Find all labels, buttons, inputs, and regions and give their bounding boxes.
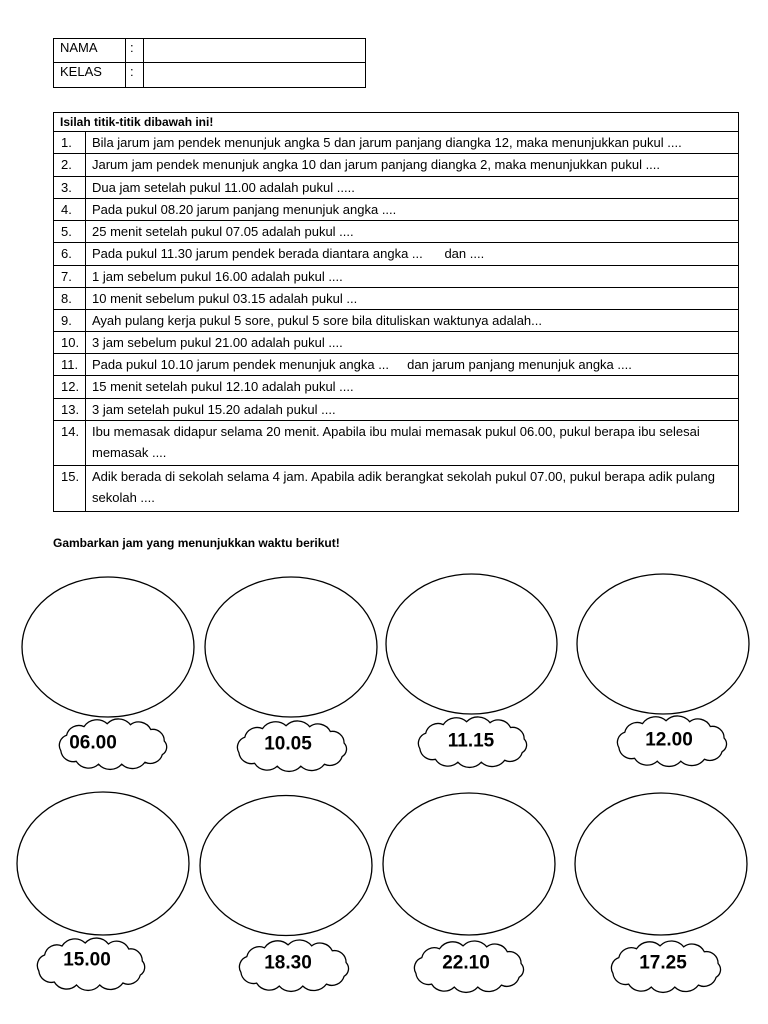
question-text-line: Pada pukul 11.30 jarum pendek berada diantara angka ... dan .... bbox=[92, 246, 485, 261]
question-number: 3. bbox=[54, 177, 86, 198]
question-text bbox=[86, 310, 738, 331]
question-row-2 bbox=[54, 153, 738, 176]
name-answer-cell bbox=[144, 39, 365, 62]
time-label-7: 22.10 bbox=[442, 952, 490, 974]
question-text-line: 1 jam sebelum pukul 16.00 adalah pukul .... bbox=[92, 269, 343, 284]
clock-face-2 bbox=[205, 577, 377, 717]
name-row bbox=[54, 39, 365, 62]
question-row-7 bbox=[54, 265, 738, 287]
question-number: 9. bbox=[54, 310, 86, 331]
class-answer-cell bbox=[144, 63, 365, 87]
question-row-13 bbox=[54, 398, 738, 420]
question-text bbox=[86, 177, 738, 198]
question-number: 11. bbox=[54, 354, 86, 375]
question-number: 5. bbox=[54, 221, 86, 242]
question-text bbox=[86, 399, 738, 420]
question-number: 1. bbox=[54, 132, 86, 153]
question-text bbox=[86, 154, 738, 176]
questions-instruction: Isilah titik-titik dibawah ini! bbox=[60, 115, 214, 129]
question-text-line: Pada pukul 10.10 jarum pendek menunjuk angka ... dan jarum panjang menunjuk angka .... bbox=[92, 357, 632, 372]
questions-table bbox=[53, 112, 739, 512]
question-number: 4. bbox=[54, 199, 86, 220]
time-label-5: 15.00 bbox=[63, 949, 111, 971]
question-text-line: 3 jam setelah pukul 15.20 adalah pukul .... bbox=[92, 402, 336, 417]
question-row-14 bbox=[54, 420, 738, 465]
question-number: 8. bbox=[54, 288, 86, 309]
question-text bbox=[86, 199, 738, 220]
question-number: 14. bbox=[54, 421, 86, 465]
clock-face-6 bbox=[200, 796, 372, 936]
clock-drawing-area bbox=[0, 560, 768, 1010]
question-text-line: Dua jam setelah pukul 11.00 adalah pukul ..... bbox=[92, 180, 355, 195]
question-number: 7. bbox=[54, 266, 86, 287]
time-label-6: 18.30 bbox=[264, 952, 312, 974]
time-label-3: 11.15 bbox=[447, 730, 495, 752]
question-number: 12. bbox=[54, 376, 86, 398]
question-text bbox=[86, 376, 738, 398]
question-text-line: Ayah pulang kerja pukul 5 sore, pukul 5 sore bila dituliskan waktunya adalah... bbox=[92, 313, 542, 328]
question-number: 2. bbox=[54, 154, 86, 176]
question-text bbox=[86, 132, 738, 153]
name-colon: : bbox=[126, 39, 144, 62]
question-text bbox=[86, 243, 738, 265]
question-text bbox=[86, 421, 738, 465]
question-text-line: 10 menit sebelum pukul 03.15 adalah pukul ... bbox=[92, 291, 358, 306]
time-label-1: 06.00 bbox=[69, 732, 117, 754]
question-row-9 bbox=[54, 309, 738, 331]
student-info-table bbox=[53, 38, 366, 88]
class-label: KELAS bbox=[54, 63, 126, 87]
question-text-line: Ibu memasak didapur selama 20 menit. Apabila ibu mulai memasak pukul 06.00, pukul berapa ibu selesai bbox=[92, 424, 700, 439]
question-row-3 bbox=[54, 176, 738, 198]
question-text bbox=[86, 266, 738, 287]
question-text-line: memasak .... bbox=[92, 445, 167, 460]
question-number: 10. bbox=[54, 332, 86, 353]
class-row bbox=[54, 62, 365, 87]
clock-face-5 bbox=[17, 792, 189, 935]
question-row-15 bbox=[54, 465, 738, 511]
clock-face-3 bbox=[386, 574, 557, 714]
question-text-line: Jarum jam pendek menunjuk angka 10 dan jarum panjang diangka 2, maka menunjukkan pukul .... bbox=[92, 157, 661, 172]
question-text-line: Adik berada di sekolah selama 4 jam. Apabila adik berangkat sekolah pukul 07.00, pukul berapa adik pulang bbox=[92, 469, 715, 484]
question-row-5 bbox=[54, 220, 738, 242]
question-row-12 bbox=[54, 375, 738, 398]
question-row-6 bbox=[54, 242, 738, 265]
question-row-10 bbox=[54, 331, 738, 353]
question-text-line: 3 jam sebelum pukul 21.00 adalah pukul .... bbox=[92, 335, 343, 350]
question-row-11 bbox=[54, 353, 738, 375]
clock-face-7 bbox=[383, 793, 555, 935]
question-text bbox=[86, 466, 738, 511]
question-number: 15. bbox=[54, 466, 86, 511]
time-label-2: 10.05 bbox=[264, 733, 312, 755]
question-text-line: 15 menit setelah pukul 12.10 adalah pukul .... bbox=[92, 379, 354, 394]
question-number: 13. bbox=[54, 399, 86, 420]
question-text bbox=[86, 354, 738, 375]
time-label-8: 17.25 bbox=[639, 952, 687, 974]
question-text-line: 25 menit setelah pukul 07.05 adalah pukul .... bbox=[92, 224, 354, 239]
question-text bbox=[86, 221, 738, 242]
clock-instruction: Gambarkan jam yang menunjukkan waktu berikut! bbox=[53, 536, 340, 550]
question-text bbox=[86, 332, 738, 353]
clock-face-8 bbox=[575, 793, 747, 935]
clock-face-1 bbox=[22, 577, 194, 717]
name-label: NAMA bbox=[54, 39, 126, 62]
time-label-4: 12.00 bbox=[645, 729, 693, 751]
question-text-line: Pada pukul 08.20 jarum panjang menunjuk angka .... bbox=[92, 202, 397, 217]
question-text-line: sekolah .... bbox=[92, 490, 155, 505]
question-row-1 bbox=[54, 131, 738, 153]
question-text-line: Bila jarum jam pendek menunjuk angka 5 dan jarum panjang diangka 12, maka menunjukkan pukul .... bbox=[92, 135, 682, 150]
class-colon: : bbox=[126, 63, 144, 87]
question-row-4 bbox=[54, 198, 738, 220]
question-row-8 bbox=[54, 287, 738, 309]
clock-face-4 bbox=[577, 574, 749, 714]
question-text bbox=[86, 288, 738, 309]
question-number: 6. bbox=[54, 243, 86, 265]
